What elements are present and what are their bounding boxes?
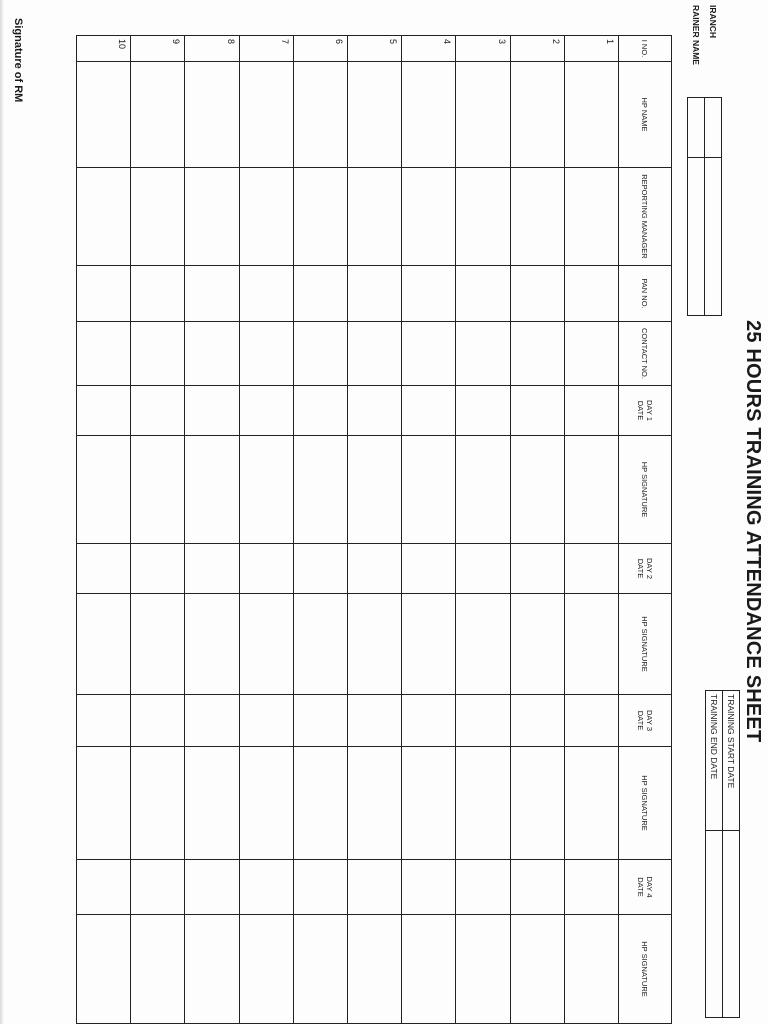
table-cell[interactable] xyxy=(510,915,564,1024)
table-cell[interactable] xyxy=(348,322,402,386)
training-dates-fields xyxy=(705,690,740,1018)
table-row xyxy=(131,36,185,1024)
table-cell[interactable] xyxy=(239,168,293,266)
table-cell[interactable] xyxy=(564,594,618,695)
table-header-row xyxy=(619,36,672,1024)
table-cell[interactable] xyxy=(77,436,131,544)
table-cell[interactable] xyxy=(348,915,402,1024)
table-cell[interactable] xyxy=(77,386,131,436)
table-cell[interactable] xyxy=(348,168,402,266)
row-number: 10 xyxy=(77,36,131,62)
table-cell[interactable] xyxy=(402,747,456,860)
table-cell[interactable] xyxy=(348,266,402,322)
table-cell[interactable] xyxy=(564,386,618,436)
table-cell[interactable] xyxy=(185,747,239,860)
table-cell[interactable] xyxy=(348,594,402,695)
branch-row xyxy=(705,2,722,316)
table-cell[interactable] xyxy=(293,62,347,168)
table-cell[interactable] xyxy=(510,860,564,915)
table-cell[interactable] xyxy=(510,168,564,266)
table-cell[interactable] xyxy=(402,436,456,544)
table-cell[interactable] xyxy=(348,386,402,436)
rm-signature-label: Signature of RM xyxy=(12,18,24,103)
table-cell[interactable] xyxy=(564,544,618,594)
branch-input-a[interactable] xyxy=(705,98,722,158)
training-start-input[interactable] xyxy=(723,830,740,1017)
table-cell[interactable] xyxy=(402,860,456,915)
training-end-input[interactable] xyxy=(706,830,723,1017)
table-cell[interactable] xyxy=(293,386,347,436)
row-number: 8 xyxy=(185,36,239,62)
table-cell[interactable] xyxy=(456,544,510,594)
table-cell[interactable] xyxy=(185,62,239,168)
trainer-name-input-b[interactable] xyxy=(688,158,705,316)
table-cell[interactable] xyxy=(77,544,131,594)
table-cell[interactable] xyxy=(131,62,185,168)
column-header: DAY 2 DATE xyxy=(619,544,672,594)
table-cell[interactable] xyxy=(185,695,239,747)
table-cell[interactable] xyxy=(239,594,293,695)
table-row xyxy=(185,36,239,1024)
branch-trainer-fields xyxy=(687,2,722,316)
table-cell[interactable] xyxy=(131,860,185,915)
trainer-name-row xyxy=(688,2,705,316)
table-cell[interactable] xyxy=(510,544,564,594)
table-cell[interactable] xyxy=(402,544,456,594)
table-cell[interactable] xyxy=(348,860,402,915)
table-cell[interactable] xyxy=(77,695,131,747)
table-cell[interactable] xyxy=(239,544,293,594)
table-cell[interactable] xyxy=(185,322,239,386)
table-cell[interactable] xyxy=(510,266,564,322)
table-cell[interactable] xyxy=(402,266,456,322)
training-end-row xyxy=(706,691,723,1018)
training-start-row xyxy=(723,691,740,1018)
table-cell[interactable] xyxy=(564,695,618,747)
table-cell[interactable] xyxy=(77,860,131,915)
table-cell[interactable] xyxy=(293,266,347,322)
table-cell[interactable] xyxy=(348,436,402,544)
table-cell[interactable] xyxy=(456,695,510,747)
row-number: 1 xyxy=(564,36,618,62)
table-cell[interactable] xyxy=(510,695,564,747)
table-row xyxy=(564,36,618,1024)
table-row xyxy=(239,36,293,1024)
table-cell[interactable] xyxy=(510,386,564,436)
row-number: 9 xyxy=(131,36,185,62)
table-cell[interactable] xyxy=(185,594,239,695)
table-cell[interactable] xyxy=(131,544,185,594)
table-cell[interactable] xyxy=(131,386,185,436)
table-cell[interactable] xyxy=(564,860,618,915)
table-cell[interactable] xyxy=(456,747,510,860)
column-header: HP NAME xyxy=(619,62,672,168)
table-cell[interactable] xyxy=(293,168,347,266)
table-cell[interactable] xyxy=(185,544,239,594)
table-cell[interactable] xyxy=(510,322,564,386)
row-number: 5 xyxy=(348,36,402,62)
table-cell[interactable] xyxy=(239,436,293,544)
table-cell[interactable] xyxy=(239,695,293,747)
table-cell[interactable] xyxy=(77,915,131,1024)
table-cell[interactable] xyxy=(185,168,239,266)
table-cell[interactable] xyxy=(510,436,564,544)
table-cell[interactable] xyxy=(239,860,293,915)
column-header: HP SIGNATURE xyxy=(619,915,672,1024)
table-cell[interactable] xyxy=(293,544,347,594)
table-cell[interactable] xyxy=(239,62,293,168)
table-cell[interactable] xyxy=(131,266,185,322)
table-cell[interactable] xyxy=(185,436,239,544)
table-cell[interactable] xyxy=(456,62,510,168)
column-header: HP SIGNATURE xyxy=(619,436,672,544)
table-cell[interactable] xyxy=(293,747,347,860)
column-header: DAY 3 DATE xyxy=(619,695,672,747)
table-cell[interactable] xyxy=(293,695,347,747)
table-cell[interactable] xyxy=(131,322,185,386)
column-header: HP SIGNATURE xyxy=(619,747,672,860)
table-cell[interactable] xyxy=(131,747,185,860)
table-cell[interactable] xyxy=(348,747,402,860)
row-number: 7 xyxy=(239,36,293,62)
row-number: 3 xyxy=(456,36,510,62)
table-cell[interactable] xyxy=(510,594,564,695)
table-row xyxy=(402,36,456,1024)
table-cell[interactable] xyxy=(77,266,131,322)
table-cell[interactable] xyxy=(348,62,402,168)
table-cell[interactable] xyxy=(293,860,347,915)
table-cell[interactable] xyxy=(564,436,618,544)
table-cell[interactable] xyxy=(239,322,293,386)
table-cell[interactable] xyxy=(131,436,185,544)
table-row xyxy=(456,36,510,1024)
row-number: 2 xyxy=(510,36,564,62)
branch-label: IRANCH xyxy=(708,5,718,39)
column-header: CONTACT NO. xyxy=(619,322,672,386)
table-cell[interactable] xyxy=(77,747,131,860)
attendance-table xyxy=(76,35,672,1024)
sheet-title: 25 HOURS TRAINING ATTENDANCE SHEET xyxy=(742,320,764,743)
table-cell[interactable] xyxy=(402,322,456,386)
table-cell[interactable] xyxy=(77,322,131,386)
table-cell[interactable] xyxy=(131,594,185,695)
table-row xyxy=(293,36,347,1024)
table-cell[interactable] xyxy=(402,168,456,266)
table-cell[interactable] xyxy=(293,594,347,695)
row-number: 6 xyxy=(293,36,347,62)
table-cell[interactable] xyxy=(564,168,618,266)
table-cell[interactable] xyxy=(239,915,293,1024)
table-cell[interactable] xyxy=(456,168,510,266)
table-cell[interactable] xyxy=(239,386,293,436)
table-cell[interactable] xyxy=(402,695,456,747)
table-cell[interactable] xyxy=(77,62,131,168)
table-cell[interactable] xyxy=(77,168,131,266)
table-row xyxy=(510,36,564,1024)
table-cell[interactable] xyxy=(456,436,510,544)
table-cell[interactable] xyxy=(239,266,293,322)
table-cell[interactable] xyxy=(293,915,347,1024)
branch-input-b[interactable] xyxy=(705,158,722,316)
training-end-label: TRAINING END DATE xyxy=(706,691,723,831)
table-cell[interactable] xyxy=(131,168,185,266)
column-header: I NO. xyxy=(619,36,672,62)
table-cell[interactable] xyxy=(456,860,510,915)
table-cell[interactable] xyxy=(131,695,185,747)
table-cell[interactable] xyxy=(185,266,239,322)
table-row xyxy=(348,36,402,1024)
table-cell[interactable] xyxy=(348,695,402,747)
table-cell[interactable] xyxy=(402,594,456,695)
table-cell[interactable] xyxy=(131,915,185,1024)
table-cell[interactable] xyxy=(564,62,618,168)
column-header: HP SIGNATURE xyxy=(619,594,672,695)
table-cell[interactable] xyxy=(402,62,456,168)
table-cell[interactable] xyxy=(456,266,510,322)
table-cell[interactable] xyxy=(456,594,510,695)
table-cell[interactable] xyxy=(185,860,239,915)
table-cell[interactable] xyxy=(293,322,347,386)
table-cell[interactable] xyxy=(402,386,456,436)
table-cell[interactable] xyxy=(456,386,510,436)
table-cell[interactable] xyxy=(456,915,510,1024)
table-cell[interactable] xyxy=(456,322,510,386)
table-cell[interactable] xyxy=(510,747,564,860)
table-cell[interactable] xyxy=(564,747,618,860)
training-start-label: TRAINING START DATE xyxy=(723,691,740,831)
table-cell[interactable] xyxy=(239,747,293,860)
table-cell[interactable] xyxy=(510,62,564,168)
table-cell[interactable] xyxy=(77,594,131,695)
table-cell[interactable] xyxy=(564,266,618,322)
trainer-name-label: RAINER NAME xyxy=(691,5,701,65)
table-cell[interactable] xyxy=(564,915,618,1024)
row-number: 4 xyxy=(402,36,456,62)
table-cell[interactable] xyxy=(185,915,239,1024)
table-cell[interactable] xyxy=(564,322,618,386)
table-cell[interactable] xyxy=(402,915,456,1024)
column-header: PAN NO. xyxy=(619,266,672,322)
column-header: DAY 4 DATE xyxy=(619,860,672,915)
table-cell[interactable] xyxy=(293,436,347,544)
table-row xyxy=(77,36,131,1024)
column-header: DAY 1 DATE xyxy=(619,386,672,436)
table-cell[interactable] xyxy=(185,386,239,436)
column-header: REPORTING MANAGER xyxy=(619,168,672,266)
table-cell[interactable] xyxy=(348,544,402,594)
trainer-name-input-a[interactable] xyxy=(688,98,705,158)
